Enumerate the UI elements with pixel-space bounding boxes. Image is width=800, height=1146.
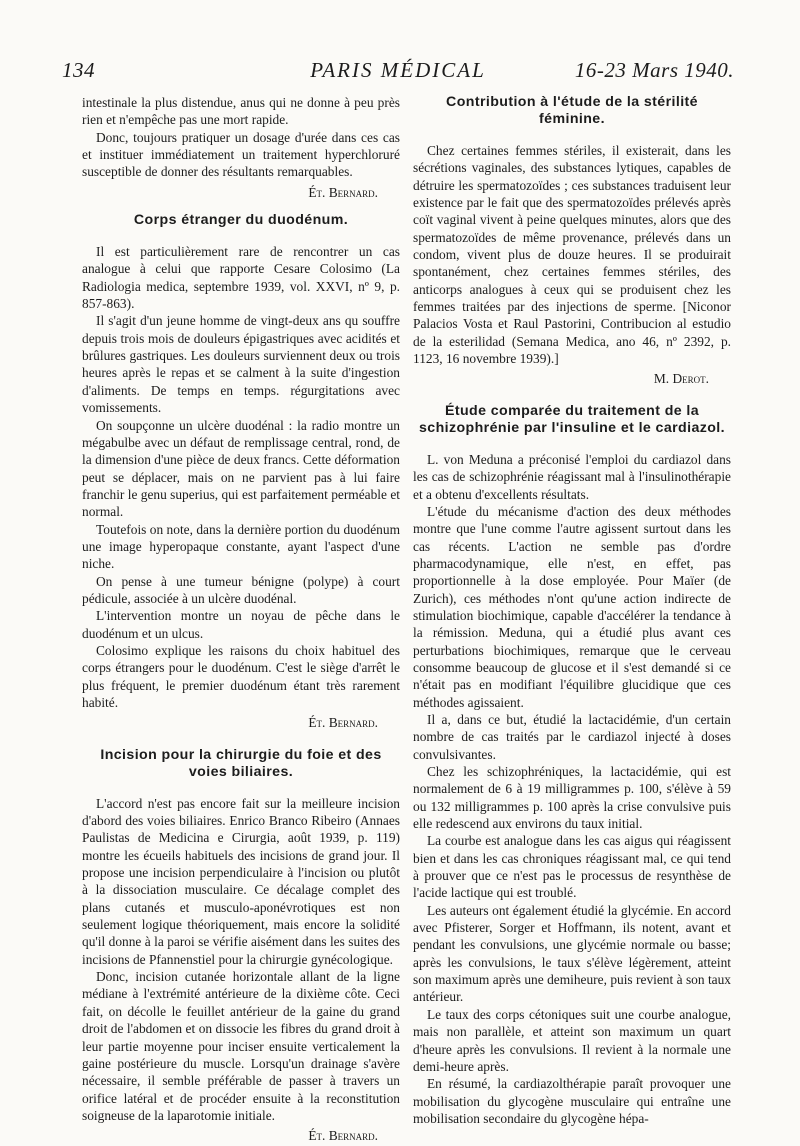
article-title: Étude comparée du traitement de la schizophrénie par l'insuline et le cardiazol. — [419, 402, 725, 436]
author-signature: M. Derot. — [653, 371, 709, 387]
author-signature: Ét. Bernard. — [308, 715, 378, 731]
article-paragraph: L'accord n'est pas encore fait sur la meilleure incision d'abord des voies biliaires. Enrico Branco Ribeiro (Annaes Paulistas de Medicina e Cirurgia, août 1939, p. 119) montre les écueils habituels des incisions de grand jour. Il propose une incision perpendiculaire à l'incision ou plutôt à la dissociation musculaire. Ce décalage complet des plans cutanés et musculo-aponévrotiques est non seulement logique théoriquement, mais encore la solidité qu'il donne à la paroi se vérifie aisément dans les suites des incisions de Pfannenstiel pour la chirurgie gynécologique. — [82, 795, 400, 967]
article-paragraph: L'étude du mécanisme d'action des deux méthodes montre que l'une comme l'autre agissent surtout dans les cas récents. L'action ne semble pas d'ordre pharmacodynamique, elle n'est, en effet, pas proportionnelle à la dose employée. Pour Maïer (de Zurich), ces méthodes n'ont qu'une action indirecte de stimulation biochimique, capable d'accélérer la tendance à la rémission. Meduna, qui a étudié plus avant ces perturbations biochimiques, remarque que le cerveau consomme beaucoup de glucose et il s'est demandé si ce n'était pas en modifiant l'équilibre glucidique que ces méthodes agissaient. — [413, 503, 731, 710]
author-signature: Ét. Bernard. — [308, 184, 378, 200]
article-paragraph: Chez certaines femmes stériles, il existerait, dans les sécrétions vaginales, des substances lytiques, capables de détruire les spermatozoïdes ; ces substances traduisent leur existence par le fait que des spermatozoïdes prélevés après coït vaginal vivent à peine quelques minutes, alors que des spermatozoïdes de même provenance, prélevés dans un condom, vivent plus de douze heures. Il se produirait spontanément, chez certaines femmes stériles, des anticorps analogues à ceux qui se produisent chez les femmes traitées par des injections de sperme. [Niconor Palacios Vosta et Raul Pastorini, Contribucion al estudio de la esterilidad (Semana Medica, ano 46, nº 2392, p. 1123, 16 novembre 1939).] — [413, 143, 731, 367]
article-title: Contribution à l'étude de la stérilité féminine. — [446, 94, 698, 127]
article-paragraph: intestinale la plus distendue, anus qui ne donne à peu près rien et n'empêche pas une mort rapide. — [82, 95, 400, 128]
article-paragraph: Colosimo explique les raisons du choix habituel des corps étrangers pour le duodénum. C'est le siège d'arrêt le plus fréquent, le premier duodénum étant très rarement habité. — [82, 642, 400, 710]
article-title: Incision pour la chirurgie du foie et des voies biliaires. — [100, 746, 382, 780]
article-paragraph: En résumé, la cardiazolthérapie paraît provoquer une mobilisation du glycogène musculaire qui entraîne une mobilisation secondaire du glycogène hépa- — [413, 1076, 731, 1126]
article-paragraph: Chez les schizophréniques, la lactacidémie, qui est normalement de 6 à 19 milligrammes p. 100, s'élève à 59 ou 132 milligrammes p. 100 après la crise convulsive puis elle redescend aux environs du taux initial. — [413, 764, 731, 832]
article-paragraph: Il s'agit d'un jeune homme de vingt-deux ans qu souffre depuis trois mois de douleurs épigastriques avec acidités et brûlures gastriques. Les douleurs surviennent deux ou trois heures après le repas et se calment à la suite d'ingestion d'aliments. De temps en temps. régurgitations avec vomissements. — [82, 313, 400, 416]
article-paragraph: La courbe est analogue dans les cas aigus qui réagissent bien et dans les cas chroniques réagissant mal, ce qui tend à prouver que ce n'est pas le processus de resynthèse de l'acide lactique qui est troublé. — [413, 833, 731, 901]
left-column — [82, 94, 400, 1145]
article-paragraph: Les auteurs ont également étudié la glycémie. En accord avec Pfisterer, Sorger et Hoffmann, ils notent, avant et pendant les convulsions, une glycémie normale ou basse; après les convulsions, le taux s'élève légèrement, atteint son maximum après une demiheure, puis revient à son taux antérieur. — [413, 902, 731, 1005]
article-paragraph: Il est particulièrement rare de rencontrer un cas analogue à celui que rapporte Cesare Colosimo (La Radiologia medica, septembre 1939, vol. XXVI, nº 9, p. 857-863). — [82, 244, 400, 312]
journal-title: PARIS MÉDICAL — [310, 58, 486, 82]
page-number: 134 — [62, 58, 95, 82]
article-paragraph: Donc, toujours pratiquer un dosage d'urée dans ces cas et instituer immédiatement un traitement hyperchloruré susceptible de donner des résultants remarquables. — [82, 129, 400, 180]
article-paragraph: Donc, incision cutanée horizontale allant de la ligne médiane à l'extrémité antérieure de la dixième côte. Ceci fait, on décolle le feuillet antérieur de la gaine du grand droit de l'abdomen et on dissocie les fibres du grand droit à leur partie moyenne pour inciser ensuite verticalement la gaine postérieure du muscle. Lorsqu'un drainage s'avère nécessaire, il semble préférable de passer à travers un orifice latéral et de procéder ensuite à la reconstitution soigneuse de la laparotomie initiale. — [82, 969, 400, 1123]
article-title: Corps étranger du duodénum. — [133, 212, 349, 229]
article-paragraph: Le taux des corps cétoniques suit une courbe analogue, mais non parallèle, et atteint son maximum un quart d'heure après les convulsions. Il revient à la normale une demi-heure après. — [413, 1006, 731, 1074]
article-paragraph: L'intervention montre un noyau de pêche dans le duodénum et un ulcus. — [82, 608, 400, 641]
article-paragraph: Toutefois on note, dans la dernière portion du duodénum une image hyperopaque constante, ayant l'aspect d'une niche. — [82, 521, 400, 572]
article-paragraph: On soupçonne un ulcère duodénal : la radio montre un mégabulbe avec un défaut de remplissage central, rond, de la dimension d'une pièce de deux francs. Cette déformation peut se déplacer, mais on ne parvient pas à lui faire franchir le genu superius, qui est parfaitement perméable et normal. — [82, 417, 400, 520]
right-column — [413, 94, 731, 1127]
article-paragraph: Il a, dans ce but, étudié la lactacidémie, d'un certain nombre de cas traités par le cardiazol injecté à doses convulsivantes. — [413, 711, 731, 762]
article-paragraph: On pense à une tumeur bénigne (polype) à court pédicule, associée à un ulcère duodénal. — [82, 573, 400, 606]
page-header — [62, 58, 734, 92]
author-signature: Ét. Bernard. — [308, 1128, 378, 1144]
issue-date: 16-23 Mars 1940. — [574, 58, 734, 82]
article-paragraph: L. von Meduna a préconisé l'emploi du cardiazol dans les cas de schizophrénie réagissant mal à l'insulinothérapie et a obtenu d'excellents résultats. — [413, 451, 731, 502]
